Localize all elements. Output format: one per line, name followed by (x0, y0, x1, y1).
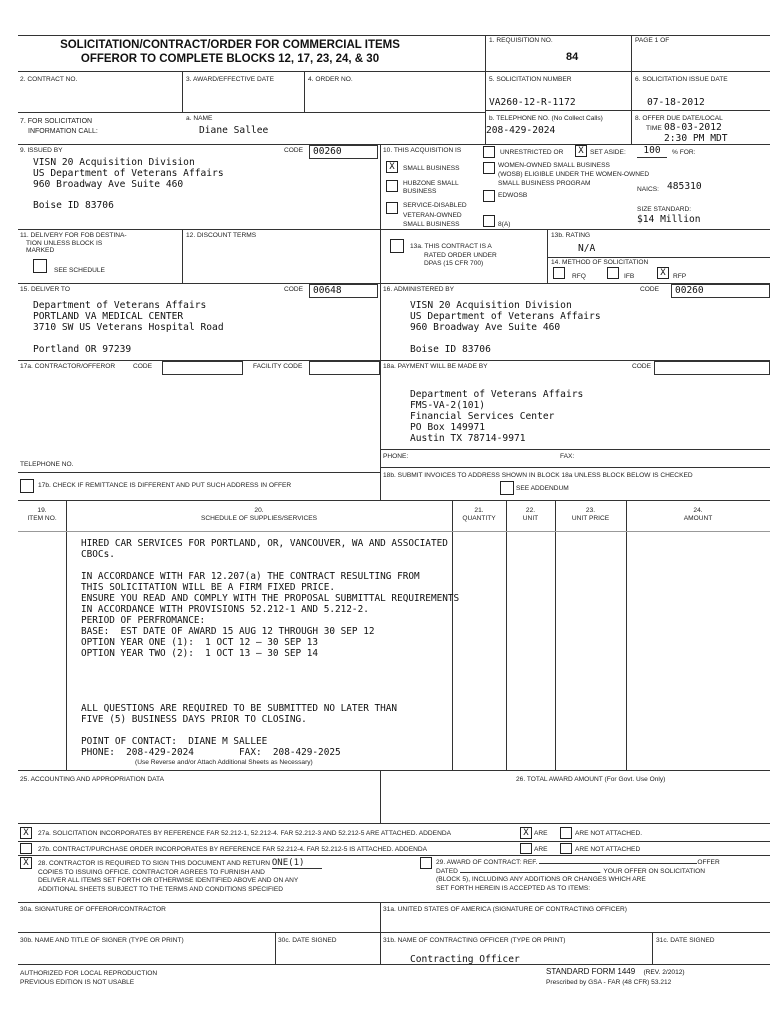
name-label: a. NAME (186, 115, 213, 122)
28-line1-text: 28. CONTRACTOR IS REQUIRED TO SIGN THIS DOCUMENT AND RETURN (38, 860, 271, 867)
issued-by-code[interactable]: 00260 (309, 145, 378, 159)
issued-by-label: 9. ISSUED BY (20, 147, 63, 154)
28-line4: ADDITIONAL SHEETS SUBJECT TO THE TERMS AND CONDITIONS SPECIFIED (38, 885, 283, 893)
rule (182, 71, 183, 112)
requisition-label: 1. REQUISITION NO. (489, 37, 553, 44)
rule (304, 71, 305, 112)
deliver-to-code[interactable]: 00648 (309, 284, 378, 298)
col-unit-header (506, 507, 555, 522)
rule (275, 932, 276, 964)
size-standard[interactable]: $14 Million (637, 214, 701, 225)
signer-name-label: 30b. NAME AND TITLE OF SIGNER (TYPE OR PRINT) (20, 937, 184, 944)
rule (18, 770, 770, 771)
sdvosb-label-line3: SMALL BUSINESS (403, 221, 460, 228)
rule (18, 283, 770, 284)
rule (547, 229, 548, 283)
payment-line: PO Box 149971 (410, 422, 486, 433)
rule (652, 932, 653, 964)
officer-title: Contracting Officer (410, 954, 520, 965)
award-date-label: 3. AWARD/EFFECTIVE DATE (186, 76, 275, 83)
rfq-checkbox[interactable] (553, 267, 565, 279)
wosb-label (498, 161, 649, 188)
schedule-text: HIRED CAR SERVICES FOR PORTLAND, OR, VANCOUVER, WA AND ASSOCIATED CBOCs. IN ACCORDANCE WITH FAR 12.207(a) THE CONTRACT RESULTING FROM THIS SOLICITATION WILL BE A FIRM FIXED PRICE. ENSURE YOU READ AND COMPLY WITH THE PROPOSAL SUBMITTAL REQUIREMENTS IN ACCORDANCE WITH PROVISIONS 52.212-1 AND 5.212-2. PERIOD OF PERFROMANCE: BASE: EST DATE OF AWARD 15 AUG 12 THROUGH 30 SEP 12 OPTION YEAR ONE (1): 1 OCT 12 – 30 SEP 13 OPTION YEAR TWO (2): 1 OCT 13 – 30 SEP 14 ALL QUESTIONS ARE REQUIRED TO BE SUBMITTED NO LATER THAN FIVE (5) BUSINESS DAYS PRIOR TO CLOSING. POINT OF CONTACT: DIANE M SALLEE PHONE: 208-429-2024 FAX: 208-429-2025 (81, 538, 460, 758)
col-supplies-header (66, 507, 452, 522)
deliver-to-line: 3710 SW US Veterans Hospital Road (33, 322, 224, 333)
payment-line: Austin TX 78714-9971 (410, 433, 526, 444)
27b-checkbox[interactable] (20, 843, 32, 854)
remittance-label: 17b. CHECK IF REMITTANCE IS DIFFERENT AND PUT SUCH ADDRESS IN OFFER (38, 482, 292, 489)
wosb-label-line3: SMALL BUSINESS PROGRAM (498, 180, 591, 187)
contact-phone[interactable]: 208-429-2024 (486, 125, 556, 136)
col-unit-header-num: 22. (525, 507, 536, 514)
29-line2 (436, 868, 720, 877)
col-amount-header-num: 24. (693, 507, 703, 514)
facility-code-field[interactable] (309, 361, 380, 375)
rule (626, 500, 627, 770)
rule (18, 71, 770, 72)
naics-label: NAICS: (637, 186, 659, 193)
contractor-label: 17a. CONTRACTOR/OFFEROR (20, 363, 116, 370)
29-checkbox[interactable] (420, 857, 432, 869)
27a-are-not-label: ARE NOT ATTACHED. (575, 830, 643, 837)
form-number-text: STANDARD FORM 1449 (546, 967, 636, 976)
ifb-label: IFB (624, 273, 635, 280)
28-checkbox[interactable]: X (20, 857, 32, 869)
col-supplies-header-num: 20. (254, 507, 264, 514)
issued-by-line: Boise ID 83706 (33, 200, 114, 211)
issued-by-line: US Department of Veterans Affairs (33, 168, 224, 179)
form-top-border (18, 35, 770, 36)
sdvosb-checkbox[interactable] (386, 202, 398, 214)
col-unit-header-text: UNIT (522, 514, 539, 522)
method-label: 14. METHOD OF SOLICITATION (551, 259, 649, 266)
col-supplies-header-text: SCHEDULE OF SUPPLIES/SERVICES (200, 514, 318, 522)
payment-line: Financial Services Center (410, 411, 555, 422)
time-label: TIME (646, 125, 662, 132)
contractor-code-label: CODE (133, 363, 153, 370)
rating-value[interactable]: N/A (578, 243, 596, 254)
29-line2b: . YOUR OFFER ON SOLICITATION (599, 867, 706, 875)
27b-are-label: ARE (534, 846, 548, 853)
fob-label (20, 232, 127, 255)
rule (631, 35, 632, 144)
small-business-label: SMALL BUSINESS (403, 165, 460, 172)
rule (555, 500, 556, 770)
info-call-label (20, 117, 98, 137)
col-amount-header-text: AMOUNT (683, 514, 713, 522)
administered-by-line: US Department of Veterans Affairs (410, 311, 601, 322)
rule (380, 902, 381, 964)
rated-order-checkbox[interactable] (390, 239, 404, 253)
eight-a-checkbox[interactable] (483, 215, 495, 227)
27a-checkbox[interactable]: X (20, 827, 32, 839)
col-amount-header (626, 507, 770, 522)
telephone-label: b. TELEPHONE NO. (No Collect Calls) (489, 115, 603, 122)
deliver-to-label: 15. DELIVER TO (20, 286, 70, 293)
rating-label: 13b. RATING (551, 232, 591, 239)
rule (485, 110, 770, 111)
col-item-no-header-text: ITEM NO. (27, 514, 57, 522)
rule (380, 467, 770, 468)
ifb-checkbox[interactable] (607, 267, 619, 279)
form-number (546, 967, 685, 976)
payment-line: Department of Veterans Affairs (410, 389, 584, 400)
rule (547, 257, 770, 258)
29-dated-field[interactable] (460, 872, 600, 873)
invoice-label: 18b. SUBMIT INVOICES TO ADDRESS SHOWN IN BLOCK 18a UNLESS BLOCK BELOW IS CHECKED (383, 472, 693, 479)
28-line2: COPIES TO ISSUING OFFICE. CONTRACTOR AGREES TO FURNISH AND (38, 868, 265, 876)
27b-are-checkbox[interactable] (520, 843, 532, 854)
see-schedule-label: SEE SCHEDULE (54, 267, 105, 274)
rule (18, 112, 485, 113)
unrestricted-checkbox[interactable] (483, 146, 495, 158)
27a-are-checkbox[interactable]: X (520, 827, 532, 839)
27a-are-label: ARE (534, 830, 548, 837)
29-line2a: DATED (436, 867, 458, 875)
28-line3: DELIVER ALL ITEMS SET FORTH OR OTHERWISE IDENTIFIED ABOVE AND ON ANY (38, 877, 299, 885)
issued-by-line: VISN 20 Acquisition Division (33, 157, 195, 168)
rule (18, 841, 770, 842)
accounting-label: 25. ACCOUNTING AND APPROPRIATION DATA (20, 776, 164, 783)
administered-by-line: Boise ID 83706 (410, 344, 491, 355)
payment-phone-label: PHONE: (383, 453, 409, 460)
info-call-label-line1: 7. FOR SOLICITATION (20, 118, 93, 125)
27b-are-not-checkbox[interactable] (560, 843, 572, 854)
rule (380, 144, 381, 500)
28-line1 (38, 859, 322, 869)
rule (182, 229, 183, 283)
payment-code-label: CODE (632, 363, 652, 370)
rated-order-label (410, 243, 497, 269)
footer-left-line1: AUTHORIZED FOR LOCAL REPRODUCTION (20, 970, 158, 977)
28-text (38, 859, 322, 894)
fob-label-line1: 11. DELIVERY FOR FOB DESTINA- (20, 232, 127, 239)
29-line4: SET FORTH HEREIN IS ACCEPTED AS TO ITEMS: (436, 884, 591, 892)
page-label: PAGE 1 OF (635, 37, 670, 44)
footer-left (20, 969, 157, 987)
29-line1-text: 29. AWARD OF CONTRACT: REF. (436, 859, 538, 866)
size-standard-label: SIZE STANDARD: (637, 206, 692, 213)
footer-left-line2: PREVIOUS EDITION IS NOT USABLE (20, 979, 135, 986)
rule (18, 500, 770, 501)
fob-label-line2: TION UNLESS BLOCK IS (26, 239, 103, 247)
see-schedule-checkbox[interactable] (33, 259, 47, 273)
sdvosb-label-line2: VETERAN-OWNED (403, 211, 462, 219)
officer-date-label: 31c. DATE SIGNED (656, 937, 715, 944)
col-unit-price-header (555, 507, 626, 522)
issued-by-line: 960 Broadway Ave Suite 460 (33, 179, 184, 190)
acquisition-label: 10. THIS ACQUISITION IS (383, 147, 462, 154)
col-item-no-header (18, 507, 66, 522)
form-title (30, 38, 430, 66)
hubzone-label (403, 180, 459, 195)
solicitation-date-label: 6. SOLICITATION ISSUE DATE (635, 76, 728, 83)
schedule-header-rule (18, 531, 770, 532)
29-line3: (BLOCK 5), INCLUDING ANY ADDITIONS OR CHANGES WHICH ARE (436, 876, 646, 884)
administered-by-label: 16. ADMINISTERED BY (383, 286, 455, 293)
27b-label: 27b. CONTRACT/PURCHASE ORDER INCORPORATES BY REFERENCE FAR 52.212-4. FAR 52.212-5 IS ATTACHED. ADDENDA (38, 846, 428, 853)
27a-are-not-checkbox[interactable] (560, 827, 572, 839)
sdvosb-label-line1: SERVICE-DISABLED (403, 202, 467, 209)
form-revision: (REV. 2/2012) (643, 969, 685, 976)
payment-line: FMS-VA-2(101) (410, 400, 486, 411)
col-quantity-header (452, 507, 506, 522)
rule (18, 964, 770, 965)
col-quantity-header-num: 21. (474, 507, 484, 514)
form-title-line2: OFFEROR TO COMPLETE BLOCKS 12, 17, 23, 24, & 30 (80, 53, 380, 65)
signature-offeror-label: 30a. SIGNATURE OF OFFEROR/CONTRACTOR (20, 906, 166, 913)
contract-no-label: 2. CONTRACT NO. (20, 76, 78, 83)
solicitation-number[interactable]: VA260-12-R-1172 (489, 97, 576, 108)
rule (66, 500, 67, 770)
naics-code[interactable]: 485310 (667, 181, 702, 192)
offer-due-date[interactable]: 08-03-2012 (664, 122, 722, 133)
payment-code-field[interactable] (654, 361, 770, 375)
copies-value[interactable]: ONE(1) (272, 858, 323, 869)
signer-date-label: 30c. DATE SIGNED (278, 937, 337, 944)
total-award-label: 26. TOTAL AWARD AMOUNT (For Govt. Use Only) (516, 776, 666, 783)
schedule-footnote: (Use Reverse and/or Attach Additional Sheets as Necessary) (135, 759, 313, 766)
col-unit-price-header-text: UNIT PRICE (571, 514, 610, 522)
deliver-to-code-label: CODE (284, 286, 304, 293)
29-line1 (436, 859, 720, 868)
remittance-checkbox[interactable] (20, 479, 34, 493)
solicitation-number-label: 5. SOLICITATION NUMBER (489, 76, 572, 83)
29-offer: OFFER (697, 859, 720, 866)
hubzone-label-line2: BUSINESS (403, 187, 437, 195)
info-call-label-line2: INFORMATION CALL: (28, 128, 98, 135)
offer-due-label: 8. OFFER DUE DATE/LOCAL (635, 115, 723, 122)
officer-name-label: 31b. NAME OF CONTRACTING OFFICER (TYPE OR PRINT) (383, 937, 566, 944)
set-aside-checkbox[interactable]: X (575, 145, 587, 157)
deliver-to-line: Portland OR 97239 (33, 344, 132, 355)
sdvosb-label (403, 201, 467, 230)
rule (18, 932, 770, 933)
addendum-checkbox[interactable] (500, 481, 514, 495)
rfp-checkbox[interactable]: X (657, 267, 669, 279)
unrestricted-label: UNRESTRICTED OR (500, 149, 564, 156)
administered-by-code-label: CODE (640, 286, 660, 293)
hubzone-label-line1: HUBZONE SMALL (403, 180, 459, 187)
contractor-code-field[interactable] (162, 361, 243, 375)
telephone-no-label: TELEPHONE NO. (20, 461, 74, 468)
solicitation-issue-date[interactable]: 07-18-2012 (647, 97, 705, 108)
col-item-no-header-num: 19. (37, 507, 47, 514)
wosb-label-line1: WOMEN-OWNED SMALL BUSINESS (498, 162, 610, 169)
rule (380, 449, 770, 450)
order-no-label: 4. ORDER NO. (308, 76, 353, 83)
rule (18, 472, 380, 473)
27b-are-not-label: ARE NOT ATTACHED (575, 846, 641, 853)
rated-order-label-line3: DPAS (15 CFR 700) (424, 260, 484, 267)
edwosb-label: EDWOSB (498, 192, 528, 199)
percent-for-label: % FOR: (672, 149, 696, 156)
contact-name[interactable]: Diane Sallee (199, 125, 269, 136)
edwosb-checkbox[interactable] (483, 190, 495, 202)
rfp-label: RFP (673, 273, 687, 280)
discount-terms-label: 12. DISCOUNT TERMS (186, 232, 257, 239)
rule (18, 902, 770, 903)
hubzone-checkbox[interactable] (386, 180, 398, 192)
administered-by-line: VISN 20 Acquisition Division (410, 300, 572, 311)
29-text (436, 859, 720, 893)
administered-by-line: 960 Broadway Ave Suite 460 (410, 322, 561, 333)
administered-by-code[interactable]: 00260 (671, 284, 770, 298)
payment-fax-label: FAX: (560, 453, 575, 460)
rule (506, 500, 507, 770)
wosb-checkbox[interactable] (483, 162, 495, 174)
rule (18, 855, 770, 856)
set-aside-label: SET ASIDE: (590, 149, 626, 156)
signature-officer-label: 31a. UNITED STATES OF AMERICA (SIGNATURE OF CONTRACTING OFFICER) (383, 906, 627, 913)
col-quantity-header-text: QUANTITY (462, 514, 496, 522)
form-title-line1: SOLICITATION/CONTRACT/ORDER FOR COMMERCIAL ITEMS (60, 39, 400, 51)
fob-label-line3: MARKED (26, 247, 55, 254)
eight-a-label: 8(A) (498, 221, 511, 228)
deliver-to-line: PORTLAND VA MEDICAL CENTER (33, 311, 184, 322)
col-unit-price-header-num: 23. (585, 507, 596, 514)
rule (18, 229, 380, 230)
offer-due-time[interactable]: 2:30 PM MDT (664, 133, 728, 144)
wosb-label-line2: (WOSB) ELIGIBLE UNDER THE WOMEN-OWNED (498, 171, 650, 178)
27a-label: 27a. SOLICITATION INCORPORATES BY REFERENCE FAR 52.212-1, 52.212-4. FAR 52.212-3 AND 52.212-5 ARE ATTACHED. ADDENDA (38, 830, 451, 837)
rule (380, 770, 381, 823)
set-aside-percent[interactable]: 100 (637, 145, 667, 158)
prescribed-by: Prescribed by GSA - FAR (48 CFR) 53.212 (546, 979, 672, 986)
rated-order-label-line2: RATED ORDER UNDER (424, 251, 497, 259)
payment-label: 18a. PAYMENT WILL BE MADE BY (383, 363, 488, 370)
addendum-label: SEE ADDENDUM (516, 485, 569, 492)
rfq-label: RFQ (572, 273, 586, 280)
rule (18, 823, 770, 824)
deliver-to-line: Department of Veterans Affairs (33, 300, 207, 311)
page-total: 84 (566, 51, 579, 63)
rated-order-label-line1: 13a. THIS CONTRACT IS A (410, 243, 492, 250)
facility-code-label: FACILITY CODE (253, 363, 303, 370)
small-business-checkbox[interactable]: X (386, 161, 398, 173)
issued-by-code-label: CODE (284, 147, 304, 154)
29-ref-field[interactable] (539, 863, 697, 864)
